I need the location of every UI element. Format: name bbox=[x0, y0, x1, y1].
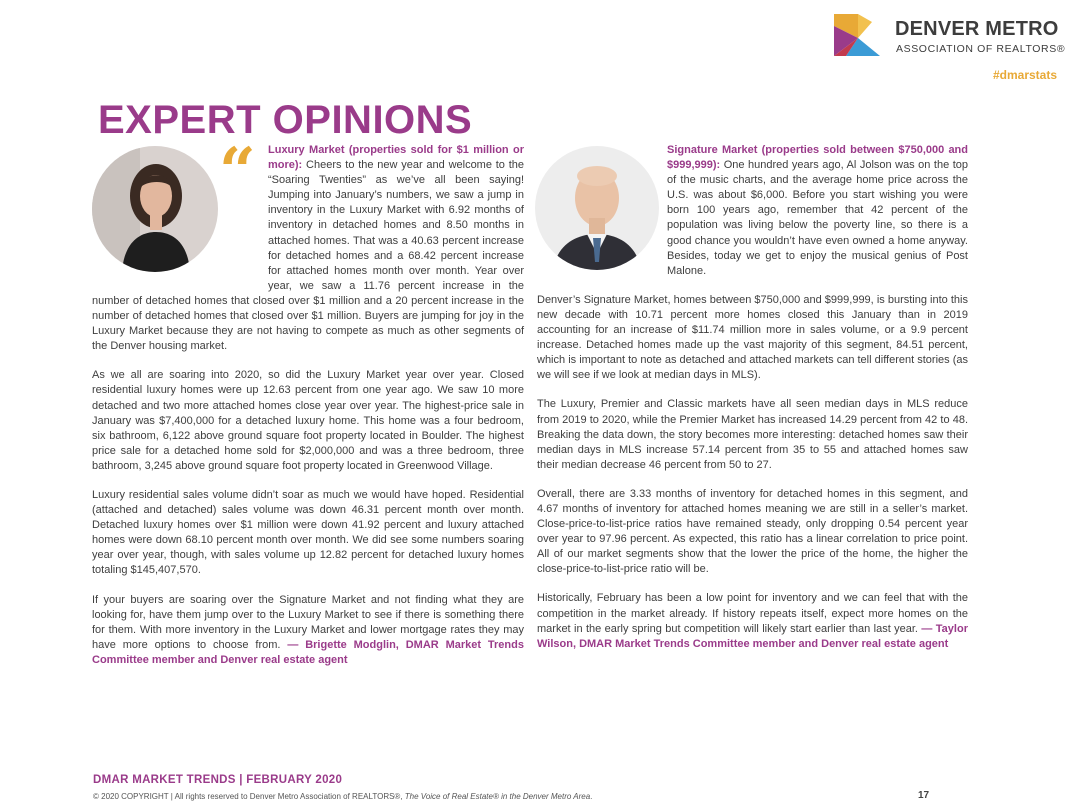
copyright-text: © 2020 COPYRIGHT | All rights reserved to Denver Metro Association of REALTORS®, bbox=[93, 792, 405, 801]
left-photo-spacer bbox=[92, 143, 268, 291]
left-paragraph-4-text: If your buyers are soaring over the Signature Market and not finding what they are looking for, have them jump over to the Luxury Market to see if there is something there for them. With more inventory in the Luxury Market and lower mortgage rates they may have more options to choose from. bbox=[92, 593, 524, 651]
right-paragraph-5 bbox=[537, 591, 968, 651]
left-paragraph-1-text: Cheers to the new year and welcome to the “Soaring Twenties” as we’ve all been saying! Jumping into January’s numbers, we saw a jump in inventory in the Luxury Market with 6.92 months of inventory in detached homes and 8.50 months in attached homes. That was a 40.63 percent increase for detached homes and a 68.42 percent increase for attached homes month over month. Year over year, we saw a 11.76 percent increase in the number of detached homes that closed over $1 million and a 20 percent increase in the number of detached homes that closed over $1 million. Buyers are jumping for joy in the Luxury Market because they are not having to compete as much as other segments of the Denver housing market. bbox=[92, 159, 524, 353]
dmar-logo-icon bbox=[832, 12, 882, 58]
right-paragraph-2: Denver’s Signature Market, homes between $750,000 and $999,999, is bursting into this new decade with 10.71 percent more homes closed this January than in 2019 accounting for an increase of $11.74 million more in sales volume, or a 9.9 percent increase. Detached homes made up the vast majority of this segment, 84.51 percent, which is important to note as detached and attached markets can tell different stories (as we will see if we look at median days in MLS). bbox=[537, 293, 968, 382]
author-taylor: — Taylor Wilson, DMAR Market Trends Committee member and Denver real estate agent bbox=[537, 622, 968, 650]
left-paragraph-3: Luxury residential sales volume didn’t soar as much we would have hoped. Residential (attached and detached) sales volume was down 46.31 percent month over month. Detached luxury homes over $1 million were down 41.92 percent and luxury attached homes were down 68.10 percent month over month. We did see some numbers soaring year over year, though, with sales volume up 12.82 percent for detached luxury homes totaling $145,407,570. bbox=[92, 488, 524, 577]
tagline-end: . bbox=[590, 792, 593, 801]
right-paragraph-4: Overall, there are 3.33 months of inventory for detached homes in this segment, and 4.67 months of inventory for attached homes meaning we are still in a seller’s market. Close-price-to-list-price ratios have remained steady, only dropping 0.54 percent year over year to 97.96 percent. As expected, this ratio has a linear correlation to price point. All of our market segments show that the lower the price of the home, the higher the close-price-to-list-price ratio will be. bbox=[537, 487, 968, 576]
hashtag: #dmarstats bbox=[992, 68, 1057, 82]
signature-market-heading: Signature Market (properties sold between $750,000 and $999,999): bbox=[667, 144, 968, 172]
author-brigette: — Brigette Modglin, DMAR Market Trends Committee member and Denver real estate agent bbox=[92, 638, 524, 666]
right-column bbox=[537, 143, 968, 666]
right-paragraph-3: The Luxury, Premier and Classic markets have all seen median days in MLS reduce from 2019 to 2020, while the Premier Market has increased 14.29 percent from 42 to 48. Breaking the data down, the story becomes more interesting: detached homes saw their median days in MLS increase 57.14 percent from 35 to 55 and attached homes saw their median decrease 46 percent from 50 to 27. bbox=[537, 398, 968, 471]
footer-copyright bbox=[93, 792, 592, 801]
org-subtitle: ASSOCIATION OF REALTORS® bbox=[896, 43, 1066, 55]
left-paragraph-2: As we all are soaring into 2020, so did the Luxury Market year over year. Closed residential luxury homes were up 12.63 percent from one year ago. We saw 10 more detached and two more attached homes close year over year. The highest-price sale in January was $7,400,000 for a detached luxury home. This home was a four bedroom, six bathroom, 6,122 above ground square foot property located in Boulder. The highest price sale for a detached home sold for $2,000,000 and was a three bedroom, three bathroom, 3,245 above ground square foot property located in Greenwood Village. bbox=[92, 369, 524, 472]
dmar-logo bbox=[832, 12, 1068, 60]
right-photo-spacer bbox=[537, 143, 667, 291]
left-column bbox=[92, 143, 524, 682]
luxury-market-heading: Luxury Market (properties sold for $1 million or more): bbox=[268, 144, 524, 172]
left-paragraph-4 bbox=[92, 593, 524, 668]
footer-title: DMAR MARKET TRENDS | FEBRUARY 2020 bbox=[93, 774, 343, 786]
right-paragraph-5-text: Historically, February has been a low point for inventory and we can feel that with the competition in the market already. If history repeats itself, expect more homes on the market in the early spring but competition will likely start earlier than last year. bbox=[537, 592, 968, 635]
page-number: 17 bbox=[918, 790, 930, 801]
page-title: EXPERT OPINIONS bbox=[98, 98, 473, 142]
right-paragraph-1-text: One hundred years ago, Al Jolson was on the top of the music charts, and the average home price across the U.S. was about $6,000. Before you start wishing you were born 100 years ago, remember that 42 percent of the population was living below the poverty line, so there is a good chance you wouldn’t have even owned a home anyway. Besides, today we get to enjoy the musical genius of Post Malone. bbox=[667, 159, 968, 277]
org-name: DENVER METRO bbox=[895, 18, 1059, 40]
quote-mark: “ bbox=[219, 134, 256, 209]
tagline: The Voice of Real Estate® in the Denver Metro Area bbox=[404, 792, 591, 801]
